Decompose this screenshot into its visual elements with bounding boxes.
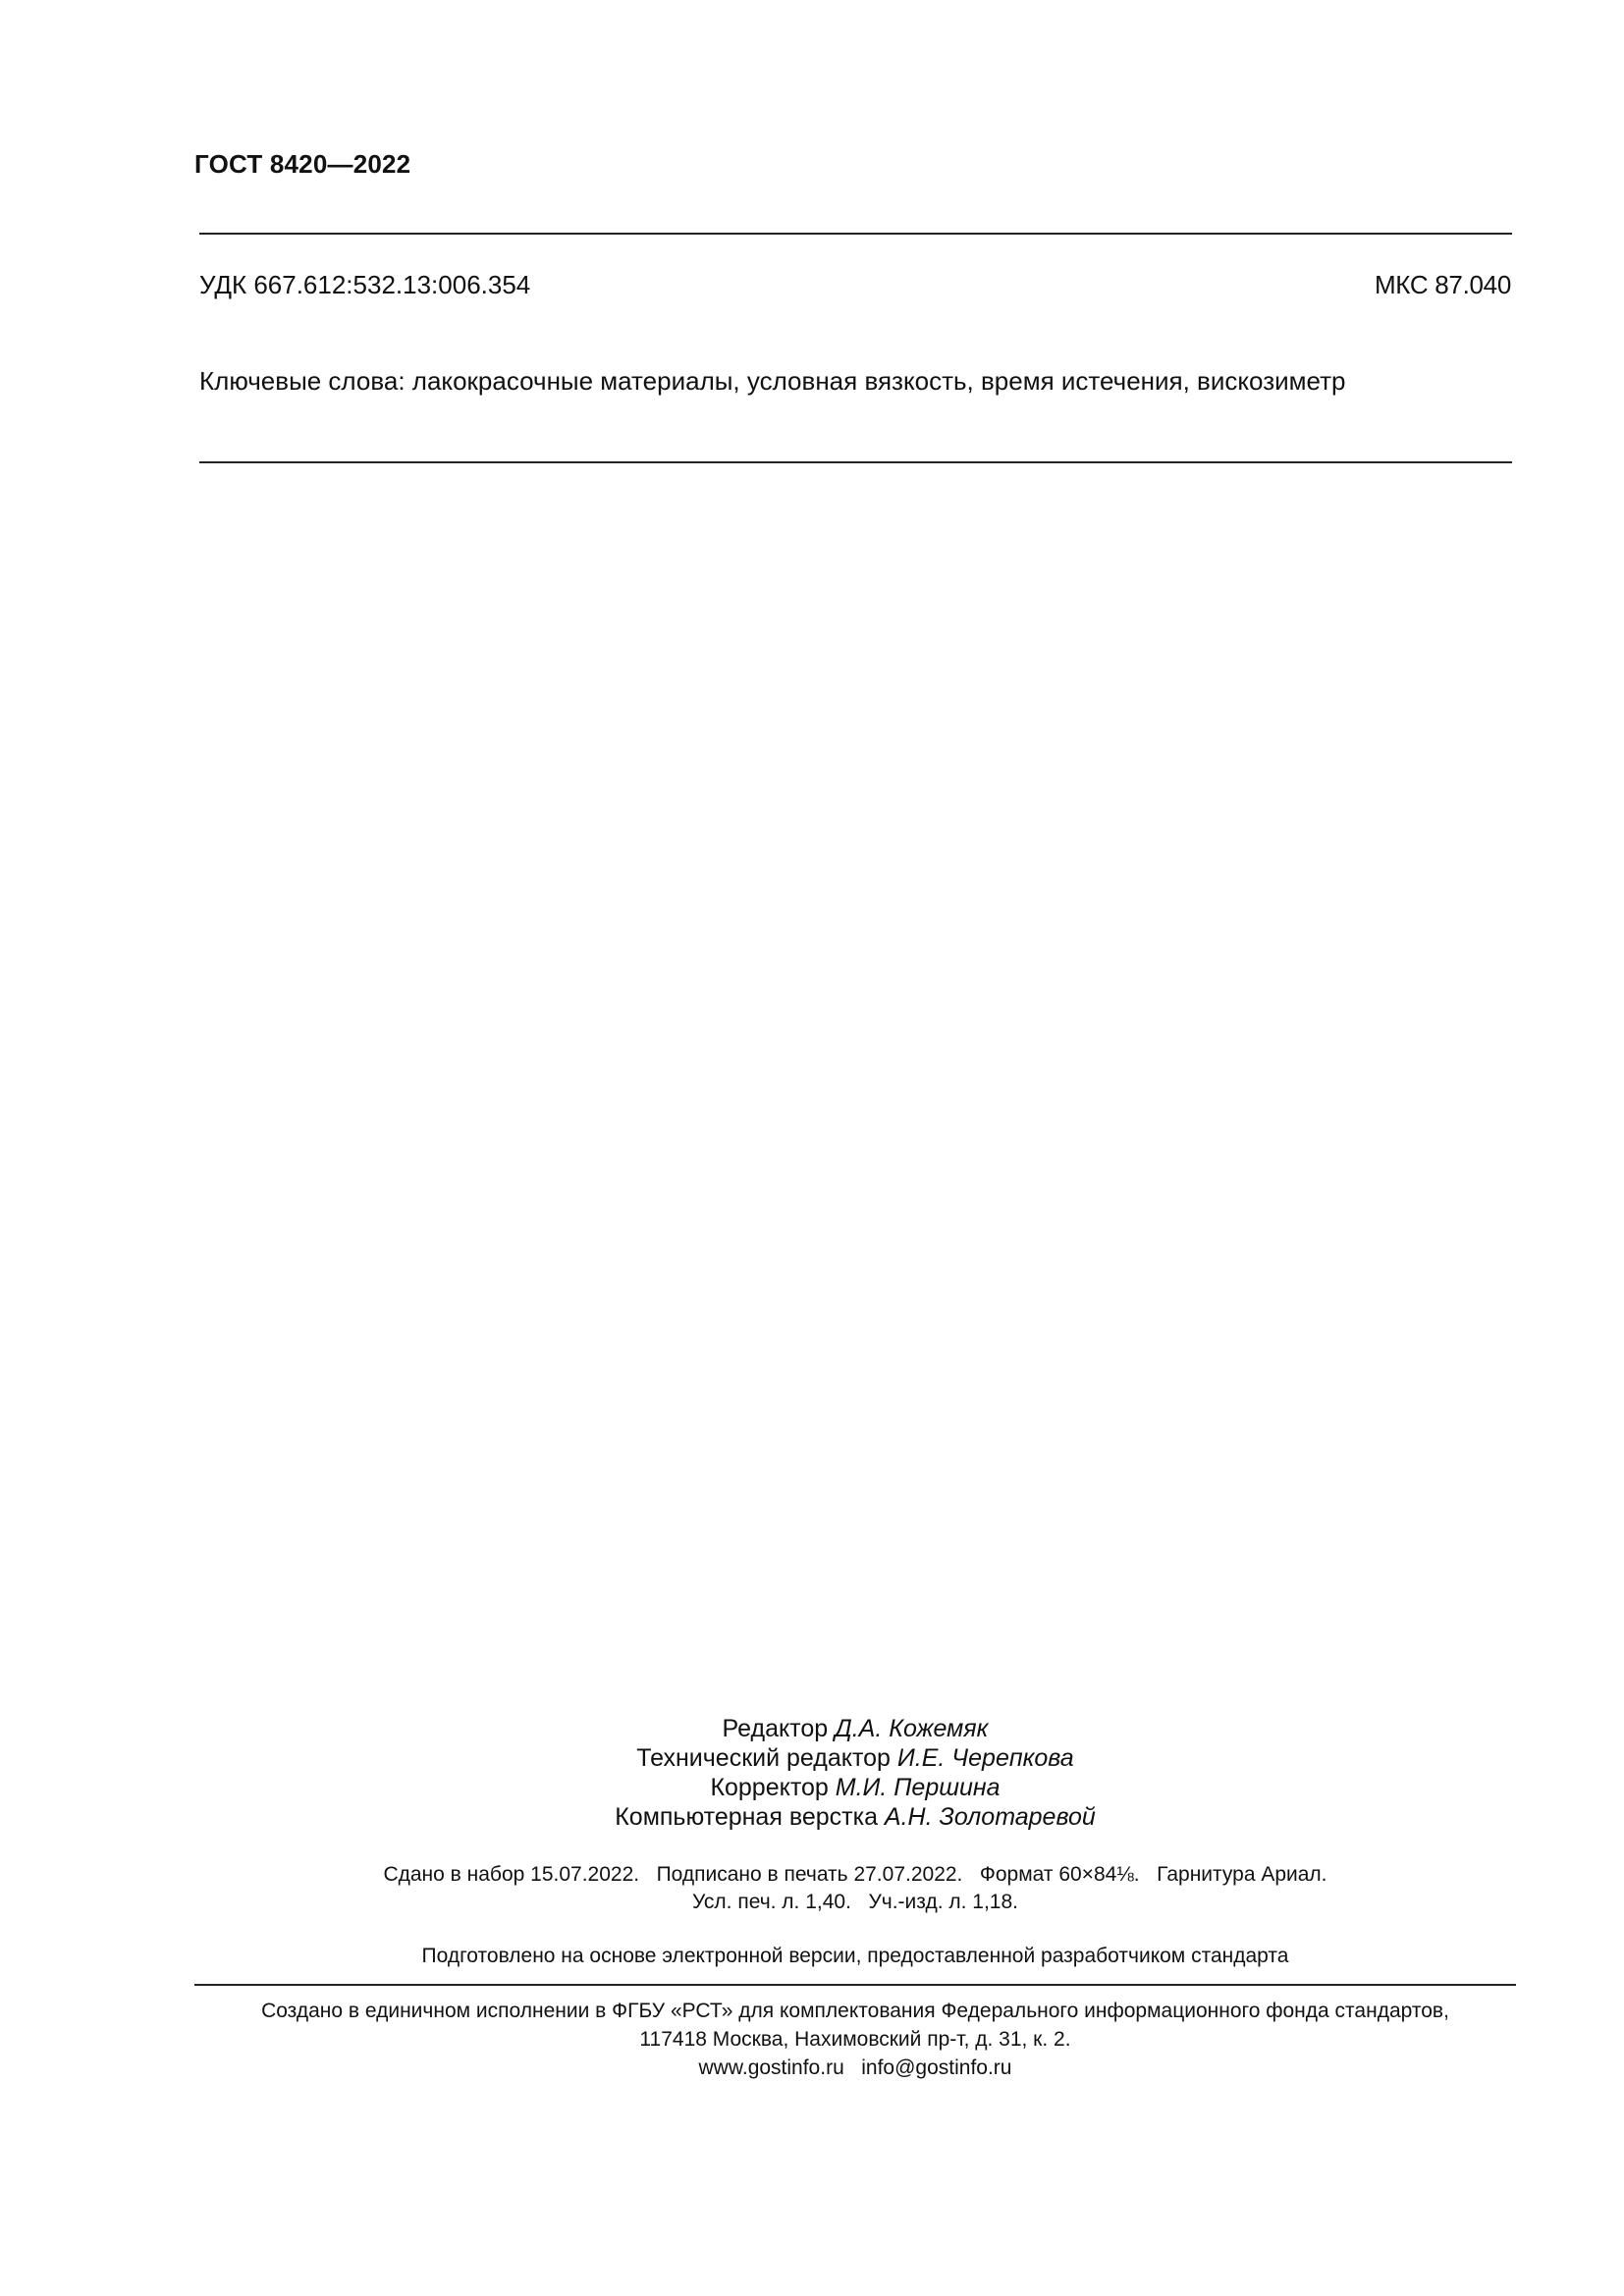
credit-proofreader <box>0 1773 1624 1802</box>
mks-code: МКС 87.040 <box>1374 270 1511 299</box>
credit-technical-editor <box>0 1743 1624 1773</box>
publisher-footer <box>0 1997 1624 2082</box>
credit-editor <box>0 1714 1624 1743</box>
udc-code: УДК 667.612:532.13:006.354 <box>199 270 531 299</box>
imprint-line: Усл. печ. л. 1,40. Уч.-изд. л. 1,18. <box>691 1891 1018 1913</box>
editorial-credits <box>0 1714 1624 1832</box>
document-id: ГОСТ 8420—2022 <box>194 149 411 179</box>
credit-role: Компьютерная верстка <box>615 1803 885 1831</box>
credit-name: И.Е. Черепкова <box>896 1744 1074 1772</box>
keywords-line: Ключевые слова: лакокрасочные материалы, условная вязкость, время истечения, вискозиметр <box>199 366 1346 396</box>
credit-name: Д.А. Кожемяк <box>835 1715 989 1742</box>
prepared-note: Подготовлено на основе электронной версии, предоставленной разработчиком стандарта <box>421 1945 1289 1967</box>
credit-role: Технический редактор <box>636 1744 897 1772</box>
print-imprint <box>0 1861 1624 1916</box>
credit-role: Корректор <box>710 1774 836 1801</box>
footer-line: Создано в единичном исполнении в ФГБУ «РСТ» для комплектования Федерального информационного фонда стандартов, <box>261 2000 1449 2022</box>
footer-divider <box>194 1984 1516 1986</box>
credit-role: Редактор <box>722 1715 836 1742</box>
footer-address: 117418 Москва, Нахимовский пр-т, д. 31, к. 2. <box>639 2028 1071 2051</box>
imprint-line: Сдано в набор 15.07.2022. Подписано в печать 27.07.2022. Формат 60×84⅛. Гарнитура Ариал. <box>383 1863 1327 1886</box>
footer-contacts: www.gostinfo.ru info@gostinfo.ru <box>698 2056 1012 2079</box>
top-divider <box>199 233 1512 235</box>
keywords-divider <box>199 461 1512 463</box>
credit-layout <box>0 1802 1624 1832</box>
credit-name: М.И. Першина <box>835 1774 1001 1801</box>
credit-name: А.Н. Золотаревой <box>884 1803 1096 1831</box>
